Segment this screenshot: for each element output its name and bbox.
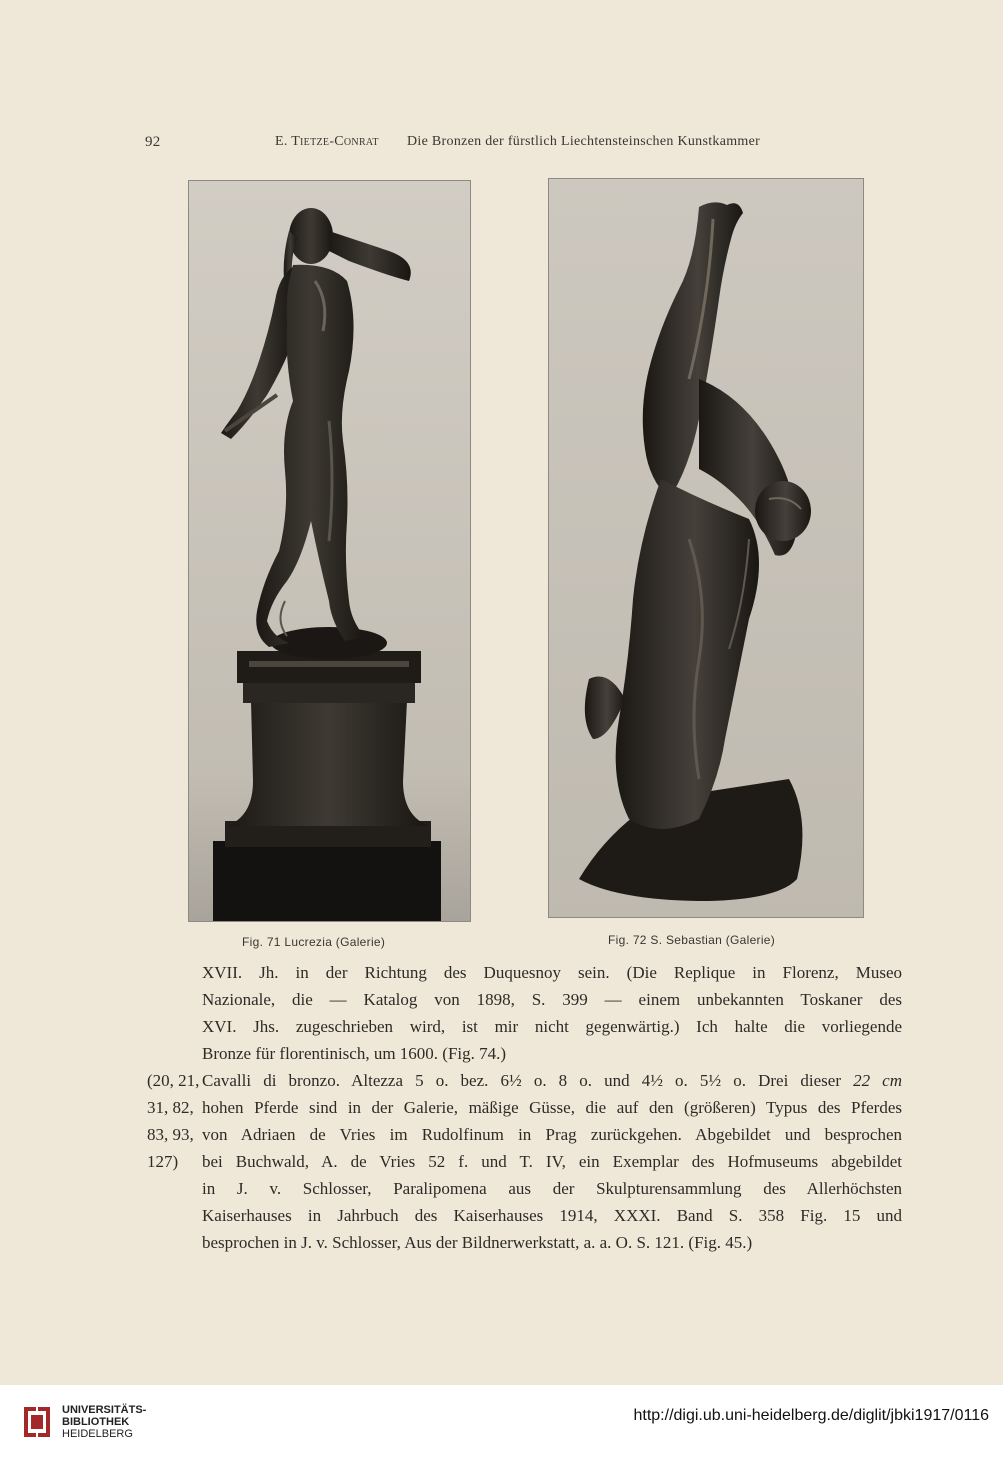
text-line-content: Bronze für florentinisch, um 1600. (Fig. 74.) [202,1044,507,1063]
text-line-content: in J. v. Schlosser, Paralipomena aus der Skulpturensammlung des Allerhöchsten [202,1179,902,1198]
text-line-content: XVII. Jh. in der Richtung des Duquesnoy sein. (Die Replique in Florenz, Museo [202,963,902,982]
text-line-content [202,1071,902,1091]
footer-bar [0,1385,1003,1458]
text-line-content: Nazionale, die — Katalog von 1898, S. 399 — einem unbekannten Toskaner des [202,990,902,1009]
library-name-line: UNIVERSITÄTS- [62,1404,147,1416]
figure-72-caption: Fig. 72 S. Sebastian (Galerie) [608,933,776,947]
figure-71-caption: Fig. 71 Lucrezia (Galerie) [242,935,386,949]
text-line-content: von Adriaen de Vries im Rudolfinum in Prag zurückgehen. Abgebildet und besprochen [202,1125,902,1144]
library-name [62,1404,146,1440]
margin-reference: 127) [147,1152,179,1171]
margin-reference: 31, 82, [147,1098,194,1117]
text-fragment: Cavalli di bronzo. Altezza 5 o. bez. 6½ o. 8 o. und 4½ o. 5½ o. Drei dieser [202,1071,854,1090]
source-url-link[interactable]: http://digi.ub.uni-heidelberg.de/diglit/jbki1917/0116 [633,1407,989,1424]
sebastian-statue-image [549,179,863,917]
text-line-content: hohen Pferde sind in der Galerie, mäßige Güsse, die auf den (größeren) Typus des Pferdes [202,1098,902,1117]
library-name-line: HEIDELBERG [62,1428,133,1440]
author-name: E. Tietze-Conrat [275,134,379,149]
text-line-content: bei Buchwald, A. de Vries 52 f. und T. IV, ein Exemplar des Hofmuseums abgebildet [202,1152,902,1171]
text-line-content: XVI. Jhs. zugeschrieben wird, ist mir nicht gegenwärtig.) Ich halte die vorliegende [202,1017,902,1036]
text-line-content: Kaiserhauses in Jahrbuch des Kaiserhauses 1914, XXXI. Band S. 358 Fig. 15 und [202,1206,902,1225]
text-fragment-italic: 22 cm [853,1071,902,1090]
margin-reference: (20, 21, [147,1071,200,1090]
article-title: Die Bronzen der fürstlich Liechtensteinschen Kunstkammer [407,134,761,149]
lucrezia-statue-image [189,181,470,921]
figure-lucrezia-photo [188,180,471,922]
library-name-line: BIBLIOTHEK [62,1416,130,1428]
figure-sebastian-photo [548,178,864,918]
page-number: 92 [145,134,161,150]
margin-reference: 83, 93, [147,1125,194,1144]
library-logo-icon [22,1403,52,1441]
text-line-content: besprochen in J. v. Schlosser, Aus der Bildnerwerkstatt, a. a. O. S. 121. (Fig. 45.) [202,1233,753,1252]
